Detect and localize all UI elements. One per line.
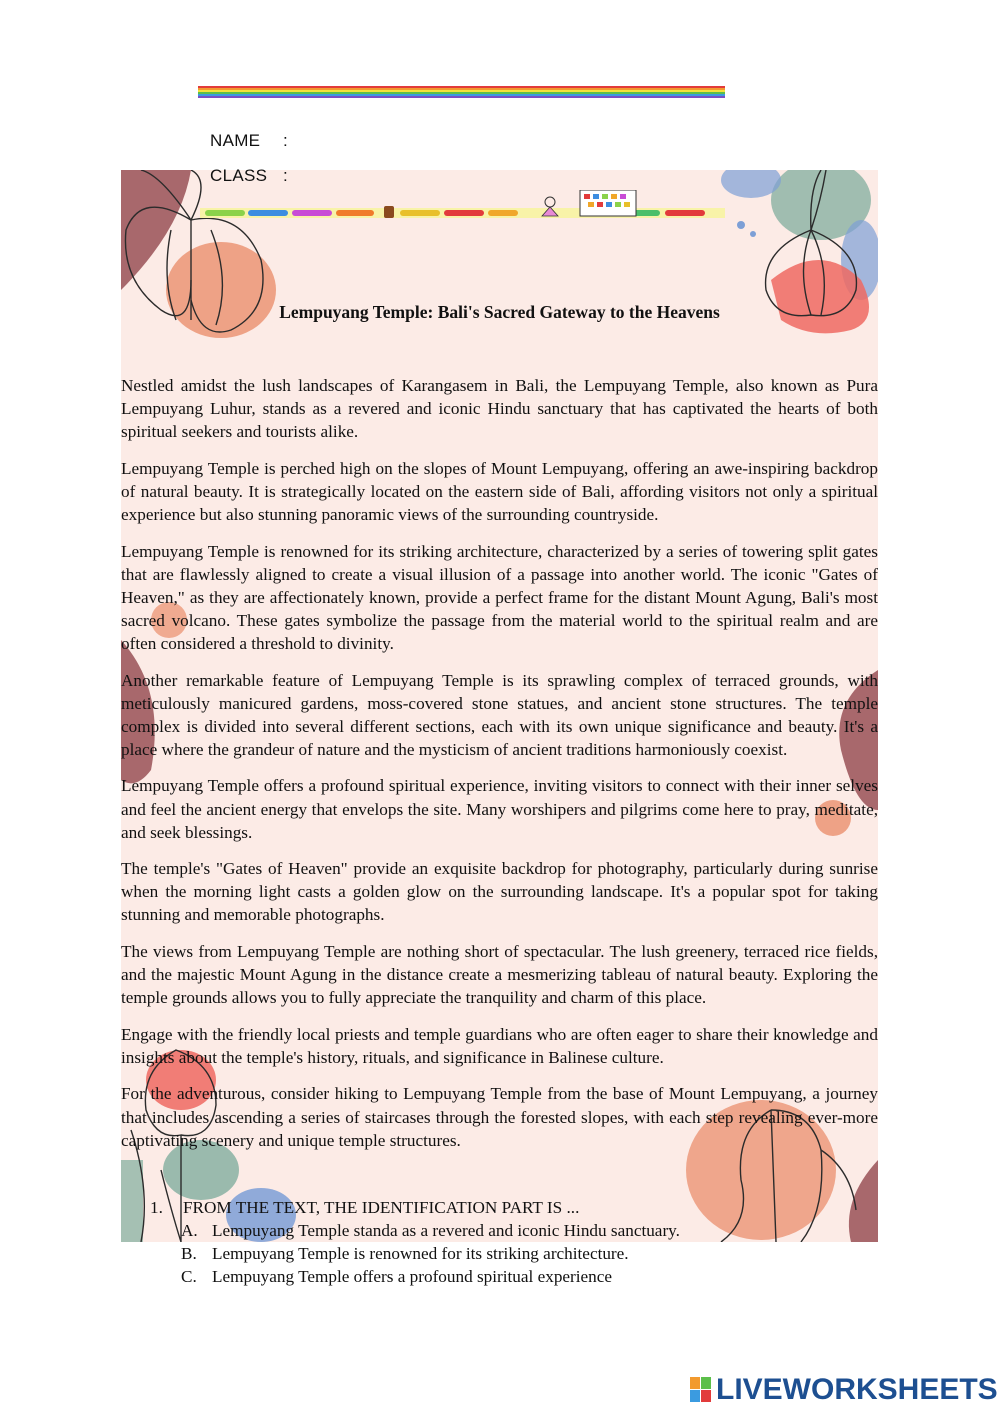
paragraph-1: Nestled amidst the lush landscapes of Karangasem in Bali, the Lempuyang Temple, also known as Pura Lempuyang Luhur, stands as a revered and iconic Hindu sanctuary that has captivated the hearts of both spiritual seekers and tourists alike. [121, 376, 878, 442]
paragraph-5: Lempuyang Temple offers a profound spiritual experience, inviting visitors to connect with their inner selves and feel the ancient energy that envelops the site. Many worshipers and pilgrims come here to pray, meditate, and seek blessings. [121, 776, 878, 842]
question-number: 1. [150, 1198, 163, 1217]
article-title: Lempuyang Temple: Bali's Sacred Gateway to the Heavens [279, 302, 720, 322]
class-label: CLASS [210, 166, 268, 185]
option-text: Lempuyang Temple is renowned for its striking architecture. [212, 1244, 629, 1263]
name-label: NAME [210, 131, 261, 150]
paragraph-6: The temple's "Gates of Heaven" provide an exquisite backdrop for photography, particularly during sunrise when the morning light casts a golden glow on the surrounding landscape. It's a popular spot for taking stunning and memorable photographs. [121, 859, 878, 925]
paragraph-2: Lempuyang Temple is perched high on the slopes of Mount Lempuyang, offering an awe-inspiring backdrop of natural beauty. It is strategically located on the eastern side of Bali, affording visitors not only a spiritual experience but also stunning panoramic views of the surrounding countryside. [121, 458, 878, 524]
option-text: Lempuyang Temple standa as a revered and iconic Hindu sanctuary. [212, 1221, 680, 1240]
liveworksheets-logo[interactable] [690, 1373, 998, 1407]
rainbow-divider [198, 86, 725, 98]
paragraph-8: Engage with the friendly local priests and temple guardians who are often eager to share their knowledge and insights about the temple's history, rituals, and significance in Balinese culture. [121, 1024, 878, 1067]
option-letter: A. [181, 1221, 198, 1240]
option-a[interactable] [181, 1221, 680, 1241]
name-colon: : [283, 131, 288, 150]
option-letter: C. [181, 1267, 197, 1286]
option-text: Lempuyang Temple offers a profound spiritual experience [212, 1267, 613, 1286]
crayon-border-illustration [200, 190, 725, 222]
question-1 [150, 1196, 579, 1219]
paragraph-9: For the adventurous, consider hiking to Lempuyang Temple from the base of Mount Lempuyang, a journey that includes ascending a series of staircases through the forested slopes, with each step revealing ever-more captivating scenery and unique temple structures. [121, 1084, 878, 1150]
option-c[interactable] [181, 1267, 612, 1287]
paragraph-7: The views from Lempuyang Temple are nothing short of spectacular. The lush greenery, terraced rice fields, and the majestic Mount Agung in the distance create a mesmerizing tableau of natural beauty. Exploring the temple grounds allows you to fully appreciate the tranquility and charm of this place. [121, 941, 878, 1008]
liveworksheets-logo-icon [690, 1377, 712, 1403]
article-body [121, 374, 878, 1165]
paragraph-3: Lempuyang Temple is renowned for its striking architecture, characterized by a series of towering split gates that are flawlessly aligned to create a visual illusion of a passage into another world. The iconic "Gates of Heaven," as they are affectionately known, provide a perfect frame for the distant Mount Agung, Bali's most sacred volcano. These gates symbolize the passage from the material world to the spiritual realm and are often considered a threshold to divinity. [121, 541, 878, 653]
option-letter: B. [181, 1244, 197, 1263]
class-colon: : [283, 166, 288, 185]
paragraph-4: Another remarkable feature of Lempuyang Temple is its sprawling complex of terraced grounds, with meticulously manicured gardens, moss-covered stone statues, and ancient stone structures. The temple complex is divided into several different sections, each with its own unique significance and beauty. It's a place where the grandeur of nature and the mysticism of ancient traditions harmoniously coexist. [121, 670, 878, 759]
option-b[interactable] [181, 1244, 629, 1264]
question-text: FROM THE TEXT, THE IDENTIFICATION PART IS ... [183, 1198, 580, 1217]
brand-name: LIVEWORKSHEETS [716, 1373, 998, 1406]
